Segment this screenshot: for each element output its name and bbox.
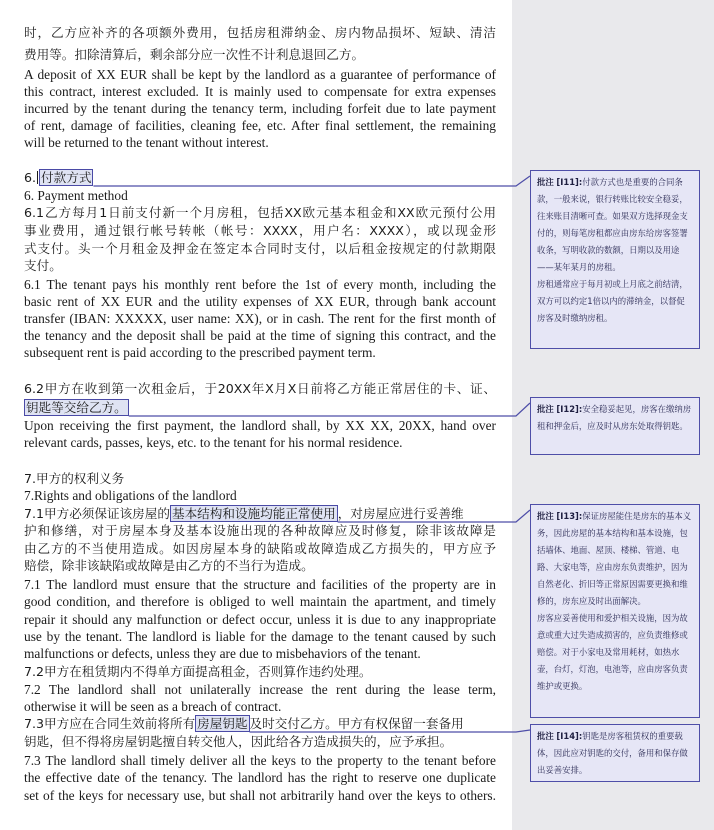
comment-anchor-i12[interactable]: 钥匙等交给乙方。 <box>26 400 127 415</box>
document-line[interactable]: 钥匙，但不得将房屋钥匙擅自转交他人，因此给各方造成损失的，应予承担。 <box>24 734 453 749</box>
comment-id: [I12]: <box>556 404 583 414</box>
document-line[interactable]: 6. Payment method <box>24 188 128 203</box>
document-line[interactable]: 7.甲方的权利义务 <box>24 471 125 486</box>
comment-anchor-i11[interactable]: 付款方式 <box>41 170 92 185</box>
document-line[interactable]: 7.Rights and obligations of the landlord <box>24 488 237 503</box>
clause-7-3-cn[interactable] <box>24 715 496 732</box>
comment-text <box>537 728 693 779</box>
document-line[interactable]: of rent, damage of facilities, cleaning fee, etc. After final settlement, the remaining <box>24 118 496 133</box>
comment-balloon-i14[interactable] <box>530 724 700 782</box>
document-line[interactable]: repair it should any malfunction or defect occur, unless it is due to any inappropriate <box>24 612 496 627</box>
comment-paragraph: 房租通常应于每月初或上月底之前结清，双方可以约定1倍以内的滞纳金，以督促房客及时缴纳房租。 <box>537 279 688 323</box>
document-line[interactable]: incurred by the tenant during the tenancy term, including forfeit due to late payment <box>24 101 496 116</box>
comment-label: 批注 <box>537 731 554 741</box>
clause-7-1-cn[interactable] <box>24 505 496 522</box>
document-line[interactable]: 由乙方的不当使用造成。如因房屋本身的缺陷或故障造成乙方损失的，甲方应予 <box>24 541 496 556</box>
comment-balloon-i12[interactable] <box>530 397 700 455</box>
document-line[interactable]: otherwise it will be seen as a breach of contract. <box>24 699 282 714</box>
comment-paragraph: 付款方式也是重要的合同条款，一般来说，银行转账比较安全稳妥，往来账目清晰可查。如果双方选择现金支付的，则每笔房租都应由房东给房客签署收条，写明收款的数额，日期以及用途——某年某月的房租。 <box>537 177 688 272</box>
comment-label: 批注 <box>537 404 554 414</box>
document-line[interactable]: Upon receiving the first payment, the landlord shall, by XX XX, 20XX, hand over <box>24 418 496 433</box>
heading-payment-method-cn[interactable] <box>24 169 496 186</box>
document-line[interactable]: use by the tenant. The landlord is liable for the damage to the tenant caused by such <box>24 629 496 644</box>
document-line[interactable]: 7.3 The landlord shall timely deliver all the keys to the property to the tenant before <box>24 753 496 768</box>
comment-anchor-i13[interactable]: 基本结构和设施均能正常使用 <box>171 506 336 521</box>
document-line[interactable]: the effective date of the tenancy. The landlord has the right to reserve one duplicate <box>24 770 496 785</box>
document-line[interactable]: good condition, and therefore is obliged to well maintain the apartment, and timely <box>24 594 496 609</box>
comment-text <box>537 508 693 610</box>
heading-number: 6. <box>24 170 37 185</box>
comment-label: 批注 <box>537 177 554 187</box>
text-segment: ，对房屋应进行妥善维 <box>337 506 464 521</box>
comment-label: 批注 <box>537 511 554 521</box>
comment-balloon-i13[interactable] <box>530 504 700 718</box>
document-line[interactable]: 式支付。头一个月租金及押金在签定本合同时支付，以后租金按规定的付款期限 <box>24 241 496 256</box>
document-line[interactable]: 7.2 The landlord shall not unilaterally increase the rent during the lease term, <box>24 682 496 697</box>
document-line[interactable]: set of the keys for necessary use, but shall not arbitrarily hand over the keys to others. <box>24 788 496 803</box>
document-line[interactable]: transfer (IBAN: XXXXX, user name: XX), or in cash. The rent for the first month of <box>24 311 496 326</box>
document-line[interactable]: this contract, interest excluded. It is mainly used to compensate for extra expenses <box>24 84 496 99</box>
document-line[interactable]: subsequent rent is paid according to the prescribed payment term. <box>24 345 376 360</box>
comment-paragraph: 安全稳妥起见，房客在缴纳房租和押金后，应及时从房东处取得钥匙。 <box>537 404 692 431</box>
document-line[interactable]: A deposit of XX EUR shall be kept by the landlord as a guarantee of performance of <box>24 67 496 82</box>
text-cursor <box>37 171 38 184</box>
document-line[interactable]: 6.1乙方每月1日前支付新一个月房租，包括XX欧元基本租金和XX欧元预付公用 <box>24 205 496 220</box>
text-segment: 7.3甲方应在合同生效前将所有 <box>24 716 196 731</box>
document-line[interactable]: 6.1 The tenant pays his monthly rent before the 1st of every month, including the <box>24 277 496 292</box>
document-line[interactable]: 时，乙方应补齐的各项额外费用，包括房租滞纳金、房内物品损坏、短缺、清洁 <box>24 25 496 40</box>
text-segment: 及时交付乙方。甲方有权保留一套备用 <box>249 716 464 731</box>
document-line[interactable]: 护和修缮，对于房屋本身及基本设施出现的各种故障应及时修复，除非该故障是 <box>24 523 496 538</box>
comment-paragraph: 保证房屋能住是房东的基本义务，因此房屋的基本结构和基本设施，包括墙体、地面、屋顶、楼梯、管道、电路、大家电等，应由房东负责维护，因为自然老化、折旧等正常原因需要更换和维修的，房东应及时出面解决。 <box>537 511 692 606</box>
text-segment: 7.1甲方必须保证该房屋的 <box>24 506 170 521</box>
document-line[interactable]: will be returned to the tenant without interest. <box>24 135 269 150</box>
document-line[interactable]: 支付。 <box>24 258 62 273</box>
document-line[interactable]: 7.2甲方在租赁期内不得单方面提高租金，否则算作违约处理。 <box>24 664 372 679</box>
comment-text <box>537 174 693 276</box>
document-line[interactable]: the tenancy and the deposit shall be paid at the time of signing this contract, and the <box>24 328 496 343</box>
document-line[interactable]: relevant cards, passes, keys, etc. to the tenant for his normal residence. <box>24 435 403 450</box>
clause-6-2-cn-cont[interactable] <box>24 399 496 416</box>
comment-text <box>537 401 693 435</box>
document-line[interactable]: 7.1 The landlord must ensure that the structure and facilities of the property are in <box>24 577 496 592</box>
comment-id: [I13]: <box>556 511 583 521</box>
document-line[interactable]: malfunctions or defects, unless they are due to misbehaviors of the tenant. <box>24 646 421 661</box>
document-line[interactable]: 6.2甲方在收到第一次租金后，于20XX年X月X日前将乙方能正常居住的卡、证、 <box>24 381 496 396</box>
comment-paragraph: 房客应妥善使用和爱护相关设施，因为故意或重大过失造成损害的，应负责维修或赔偿。对于小家电及常用耗材，如热水壶，台灯，灯泡，电池等，应由房客负责维护或更换。 <box>537 613 688 691</box>
comment-balloon-i11[interactable] <box>530 170 700 349</box>
document-line[interactable]: 事业费用，通过银行帐号转帐（帐号：XXXX，用户名：XXXX），或以现金形 <box>24 223 496 238</box>
comment-anchor-i14[interactable]: 房屋钥匙 <box>197 716 248 731</box>
document-line[interactable]: 赔偿，除非该缺陷或故障是由乙方的不当行为造成。 <box>24 558 314 573</box>
document-line[interactable]: 费用等。扣除清算后，剩余部分应一次性不计利息退回乙方。 <box>24 47 365 62</box>
comment-paragraph: 钥匙是房客租赁权的重要载体，因此应对钥匙的交付，备用和保存做出妥善安排。 <box>537 731 688 775</box>
comment-id: [I14]: <box>556 731 583 741</box>
document-line[interactable]: basic rent of XX EUR and the utility expenses of XX EUR, through bank account <box>24 294 496 309</box>
comment-id: [I11]: <box>556 177 583 187</box>
